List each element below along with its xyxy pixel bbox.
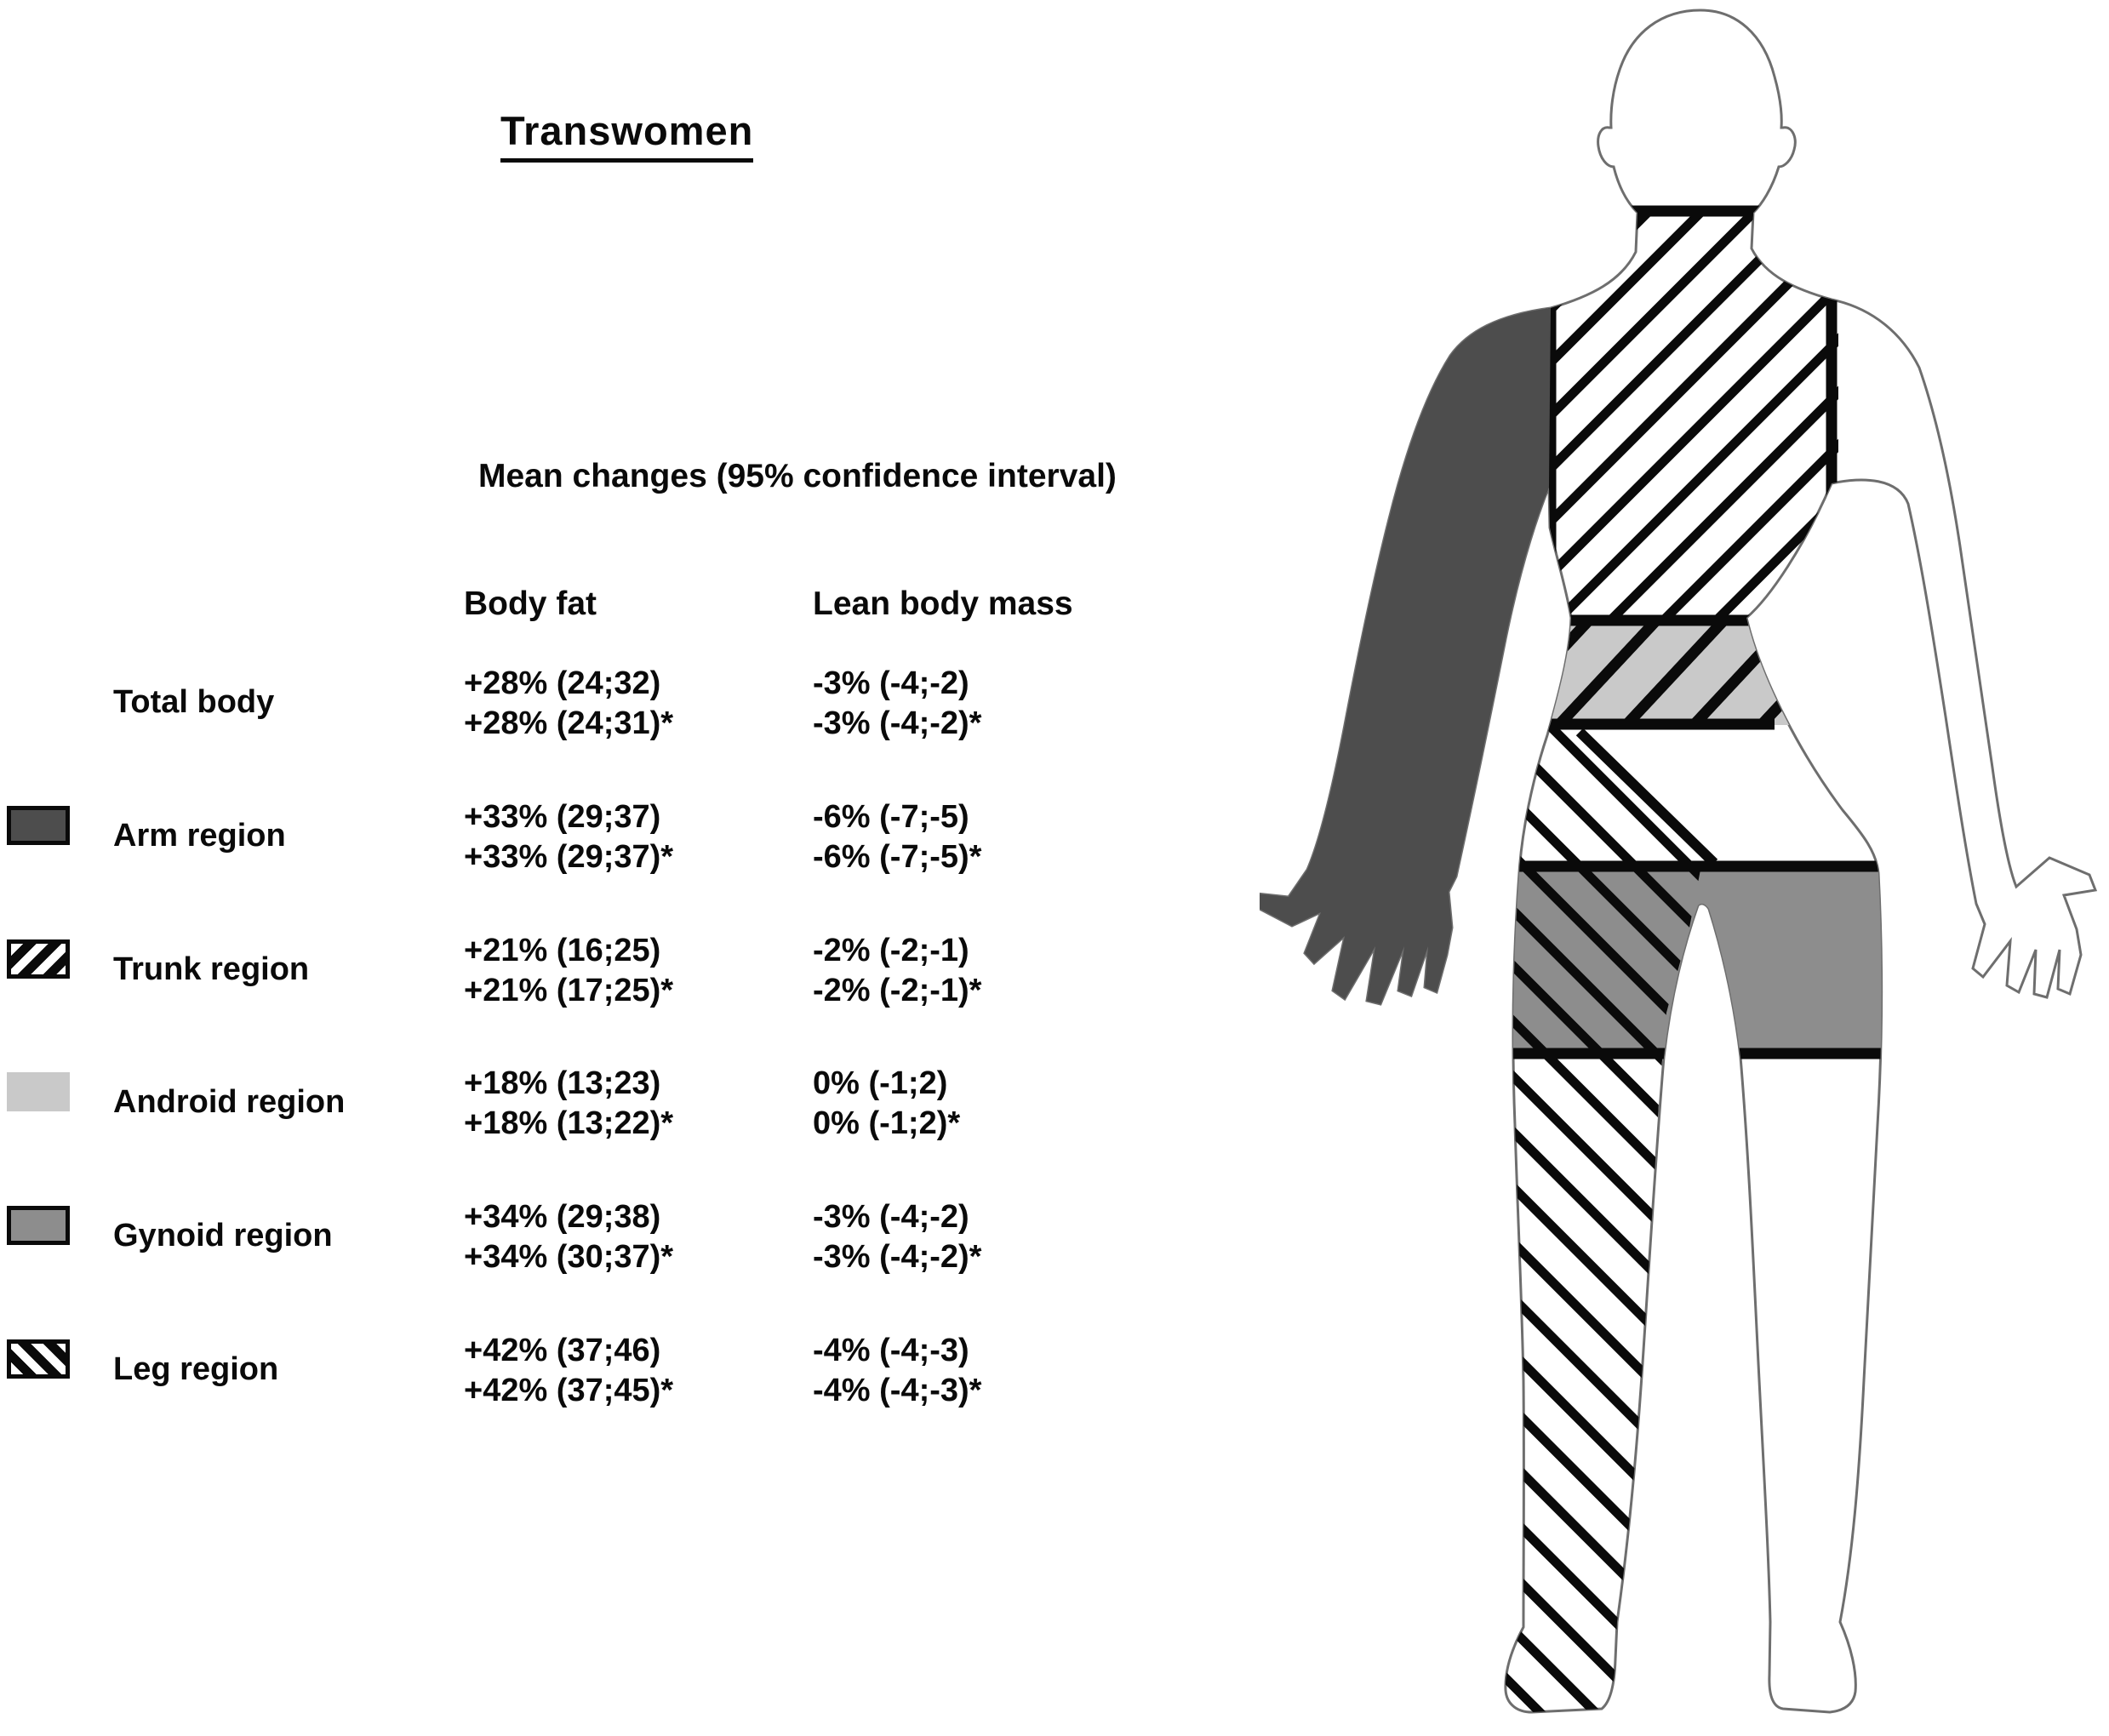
table-header: Mean changes (95% confidence interval) (478, 458, 1117, 494)
lean-mass-value: -2% (-2;-1) (813, 933, 969, 968)
body-fat-value-adjusted: +21% (17;25)* (464, 973, 674, 1008)
lean-mass-value: -4% (-4;-3) (813, 1333, 969, 1368)
legend-swatch-gynoid-region (7, 1206, 70, 1245)
body-fat-value-adjusted: +34% (30;37)* (464, 1239, 674, 1275)
lean-mass-value-adjusted: -3% (-4;-2)* (813, 705, 982, 741)
legend-swatch-arm-region (7, 806, 70, 845)
table-row (0, 933, 1260, 1035)
lean-mass-value-adjusted: -4% (-4;-3)* (813, 1373, 982, 1408)
body-fat-value: +28% (24;32) (464, 665, 661, 701)
row-label: Arm region (113, 818, 286, 854)
table-row (0, 799, 1260, 901)
row-label: Gynoid region (113, 1218, 333, 1253)
column-header-body-fat: Body fat (464, 585, 597, 622)
body-fat-value: +33% (29;37) (464, 799, 661, 835)
lean-mass-value: -3% (-4;-2) (813, 1199, 969, 1235)
row-label: Total body (113, 684, 275, 720)
column-header-lean-body-mass: Lean body mass (813, 585, 1073, 622)
lean-mass-value: -6% (-7;-5) (813, 799, 969, 835)
android-region-hatch (1515, 625, 1804, 725)
body-fat-value-adjusted: +28% (24;31)* (464, 705, 674, 741)
lean-mass-value: 0% (-1;2) (813, 1065, 948, 1101)
body-fat-value-adjusted: +42% (37;45)* (464, 1373, 674, 1408)
body-fat-value: +42% (37;46) (464, 1333, 661, 1368)
body-fat-value: +21% (16;25) (464, 933, 661, 968)
leg-region-hatch (1496, 726, 1716, 1716)
row-label: Trunk region (113, 951, 310, 987)
body-map-figure (1260, 0, 2109, 1736)
table-row (0, 1065, 1260, 1168)
legend-swatch-trunk-region (7, 939, 70, 979)
body-fat-value: +18% (13;23) (464, 1065, 661, 1101)
table-row (0, 665, 1260, 768)
body-fat-value: +34% (29;38) (464, 1199, 661, 1235)
table-row (0, 1333, 1260, 1435)
lean-mass-value-adjusted: 0% (-1;2)* (813, 1105, 961, 1141)
lean-mass-value-adjusted: -2% (-2;-1)* (813, 973, 982, 1008)
row-label: Android region (113, 1084, 346, 1120)
arm-region-fill (1260, 308, 1551, 1004)
lean-mass-value-adjusted: -3% (-4;-2)* (813, 1239, 982, 1275)
figure-title: Transwomen (500, 107, 753, 163)
body-fat-value-adjusted: +18% (13;22)* (464, 1105, 674, 1141)
body-fat-value-adjusted: +33% (29;37)* (464, 839, 674, 875)
lean-mass-value: -3% (-4;-2) (813, 665, 969, 701)
row-label: Leg region (113, 1351, 279, 1387)
legend-swatch-leg-region (7, 1339, 70, 1379)
table-row (0, 1199, 1260, 1301)
trunk-region-hatch (1551, 206, 1838, 621)
legend-swatch-android-region (7, 1072, 70, 1111)
lean-mass-value-adjusted: -6% (-7;-5)* (813, 839, 982, 875)
